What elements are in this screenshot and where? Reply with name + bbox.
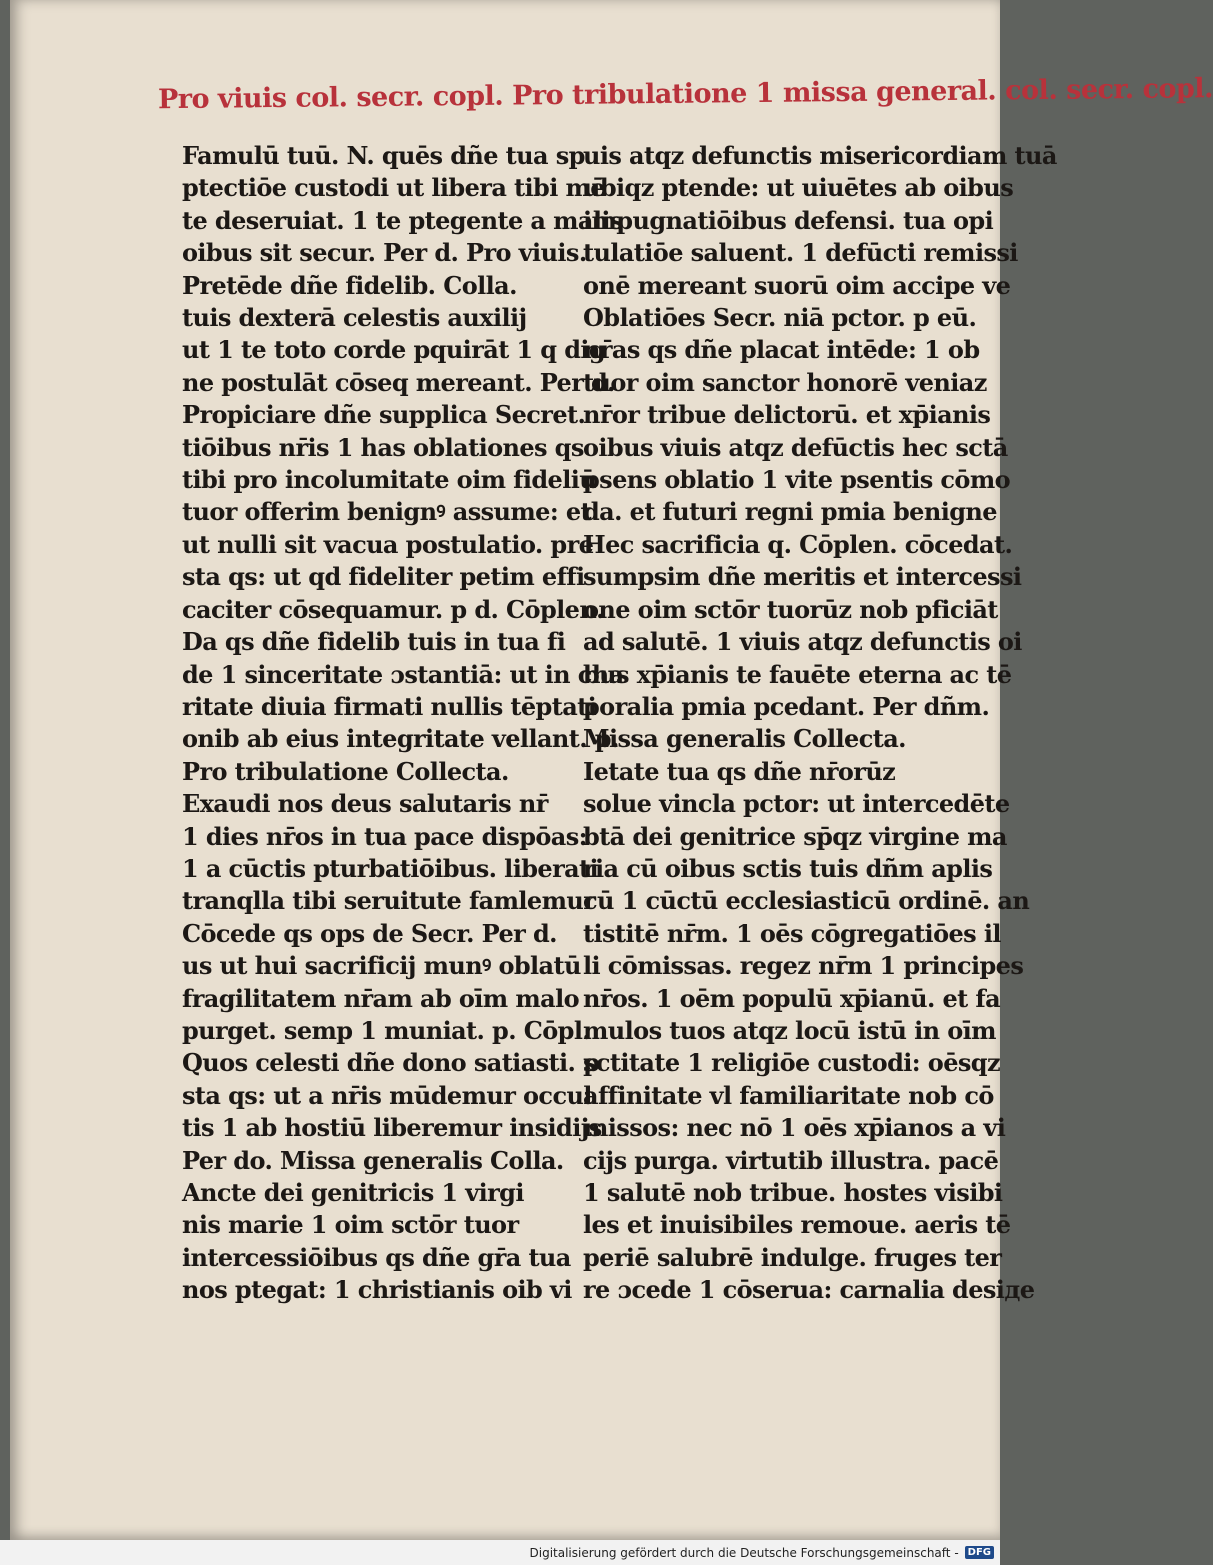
text-line: 1 a cūctis pturbatiōibus. liberati bbox=[182, 853, 599, 883]
text-line: fragilitatem nr̄am ab oīm malo bbox=[182, 983, 580, 1013]
text-line: intercessiōibus qs dñe gr̄a tua bbox=[182, 1242, 571, 1272]
text-line: sta qs: ut qd fideliter petim effi bbox=[182, 562, 585, 592]
text-line: 1 salutē nob tribue. hostes visibi bbox=[583, 1178, 1003, 1207]
text-line: Missa generalis Collecta. bbox=[583, 724, 906, 754]
text-line: ritate diuia firmati nullis tēptati bbox=[182, 691, 597, 721]
text-line: Exaudi nos deus salutaris nr̄ bbox=[182, 789, 548, 819]
text-line: Oblatiōes Secr. niā pctor. p eū. bbox=[583, 303, 977, 333]
text-line: oibus viuis atqz defūctis hec sctā bbox=[583, 432, 1008, 462]
text-line: Ancte dei genitricis 1 virgi bbox=[182, 1178, 524, 1207]
text-line: onib ab eius integritate vellant. p. bbox=[182, 724, 619, 754]
text-line: Famulū tuū. N. quēs dñe tua sp bbox=[182, 141, 585, 170]
left-text-column bbox=[182, 140, 624, 1307]
text-line: Quos celesti dñe dono satiasti. p bbox=[182, 1048, 600, 1078]
text-line: ut nulli sit vacua postulatio. pre bbox=[182, 529, 594, 559]
text-line: oibus sit secur. Per d. Pro viuis. bbox=[182, 238, 587, 268]
text-line: Hec sacrificia q. Cōplen. cōcedat. bbox=[583, 529, 1013, 559]
text-line: tiōibus nr̄is 1 has oblationes qs bbox=[182, 432, 584, 462]
text-line: psens oblatio 1 vite psentis cōmo bbox=[583, 465, 1011, 495]
text-line: nr̄as qs dñe placat intēde: 1 ob bbox=[583, 335, 980, 365]
text-line: tuis dexterā celestis auxilij bbox=[182, 303, 527, 333]
text-line: uis atqz defunctis misericordiam tuā bbox=[583, 141, 1057, 170]
text-line: us ut hui sacrificij munꝰ oblatū bbox=[182, 951, 581, 981]
text-line: 1 dies nr̄os in tua pace dispōas: bbox=[182, 821, 587, 851]
text-line: ad salutē. 1 viuis atqz defunctis oi bbox=[583, 627, 1022, 657]
text-line: tranqlla tibi seruitute famlemur bbox=[182, 886, 596, 916]
text-line: caciter cōsequamur. p d. Cōplen. bbox=[182, 594, 604, 624]
book-page bbox=[10, 0, 1213, 1540]
text-line: sumpsim dñe meritis et intercessi bbox=[583, 562, 1022, 592]
text-line: nos ptegat: 1 christianis oib vi bbox=[182, 1275, 572, 1305]
text-line: Pro tribulatione Collecta. bbox=[182, 756, 509, 786]
text-line: Da qs dñe fidelib tuis in tua fi bbox=[182, 627, 566, 657]
text-line: missos: nec nō 1 oēs xp̄ianos a vi bbox=[583, 1113, 1006, 1143]
text-line: bus xp̄ianis te fauēte eterna ac tē bbox=[583, 659, 1012, 689]
text-line: te deseruiat. 1 te ptegente a malis bbox=[182, 205, 623, 235]
text-line: btā dei genitrice sp̄qz virgine ma bbox=[583, 821, 1007, 851]
text-line: ut 1 te toto corde pquirāt 1 q dig bbox=[182, 335, 606, 365]
text-line: cijs purga. virtutib illustra. pacē bbox=[583, 1145, 999, 1175]
text-line: ne postulāt cōseq mereant. Per d. bbox=[182, 367, 615, 397]
text-line: Propiciare dñe supplica Secret. bbox=[182, 400, 586, 430]
text-line: ria cū oibus sctis tuis dñm aplis bbox=[583, 853, 993, 883]
text-line: purget. semp 1 muniat. p. Cōpl. bbox=[182, 1015, 591, 1045]
text-line: cū 1 cūctū ecclesiasticū ordinē. an bbox=[583, 886, 1030, 916]
text-line: poralia pmia pcedant. Per dñm. bbox=[583, 691, 990, 721]
text-line: nr̄os. 1 oēm populū xp̄ianū. et fa bbox=[583, 983, 1001, 1013]
text-line: Cōcede qs ops de Secr. Per d. bbox=[182, 918, 557, 948]
text-line: ptectiōe custodi ut libera tibi mē bbox=[182, 173, 605, 203]
text-line: tulatiōe saluent. 1 defūcti remissi bbox=[583, 238, 1018, 268]
text-line: da. et futuri regni pmia benigne bbox=[583, 497, 997, 527]
text-line: onē mereant suorū oim accipe ve bbox=[583, 270, 1011, 300]
text-line: nis marie 1 oim sctōr tuor bbox=[182, 1210, 519, 1240]
text-line: ubiqz ptende: ut uiuētes ab oibus bbox=[583, 173, 1014, 203]
text-line: mulos tuos atqz locū istū in oīm bbox=[583, 1015, 996, 1045]
dfg-logo: DFG bbox=[965, 1546, 994, 1559]
text-line: Per do. Missa generalis Colla. bbox=[182, 1145, 564, 1175]
text-line: re ɔcede 1 cōserua: carnalia desiде bbox=[583, 1275, 1035, 1305]
text-line: Ietate tua qs dñe nr̄orūz bbox=[583, 756, 896, 786]
text-line: sctitate 1 religiōe custodi: oēsqz bbox=[583, 1048, 1000, 1078]
text-line: li cōmissas. regez nr̄m 1 principes bbox=[583, 951, 1024, 981]
text-line: tuor offerim benignꝰ assume: et bbox=[182, 497, 592, 527]
footer-credit-text: Digitalisierung gefördert durch die Deutsche Forschungsgemeinschaft - bbox=[529, 1545, 959, 1560]
text-line: tuor oim sanctor honorē veniaz bbox=[583, 367, 987, 397]
running-header: Pro viuis col. secr. copl. Pro tribulatione 1 missa general. col. secr. copl. bbox=[157, 73, 1213, 116]
right-text-column bbox=[583, 140, 1057, 1307]
text-line: tis 1 ab hostiū liberemur insidijs bbox=[182, 1113, 602, 1143]
text-line: sta qs: ut a nr̄is mūdemur occul bbox=[182, 1080, 592, 1110]
text-line: nr̄or tribue delictorū. et xp̄ianis bbox=[583, 400, 991, 430]
text-line: periē salubrē indulge. fruges ter bbox=[583, 1242, 1002, 1272]
text-line: tistitē nr̄m. 1 oēs cōgregatiōes il bbox=[583, 918, 1001, 948]
text-line: tibi pro incolumitate oim fideliū bbox=[182, 465, 597, 495]
text-line: de 1 sinceritate ɔstantiā: ut in cha bbox=[182, 659, 624, 689]
text-line: les et inuisibiles remoue. aeris tē bbox=[583, 1210, 1011, 1240]
text-line: one oim sctōr tuorūz nob pficiāt bbox=[583, 594, 998, 624]
text-line: impugnatiōibus defensi. tua opi bbox=[583, 205, 994, 235]
text-line: solue vincla pctor: ut intercedēte bbox=[583, 789, 1010, 819]
text-line: affinitate vl familiaritate nob cō bbox=[583, 1080, 994, 1110]
digitization-footer bbox=[0, 1540, 1000, 1565]
text-line: Pretēde dñe fidelib. Colla. bbox=[182, 270, 517, 300]
